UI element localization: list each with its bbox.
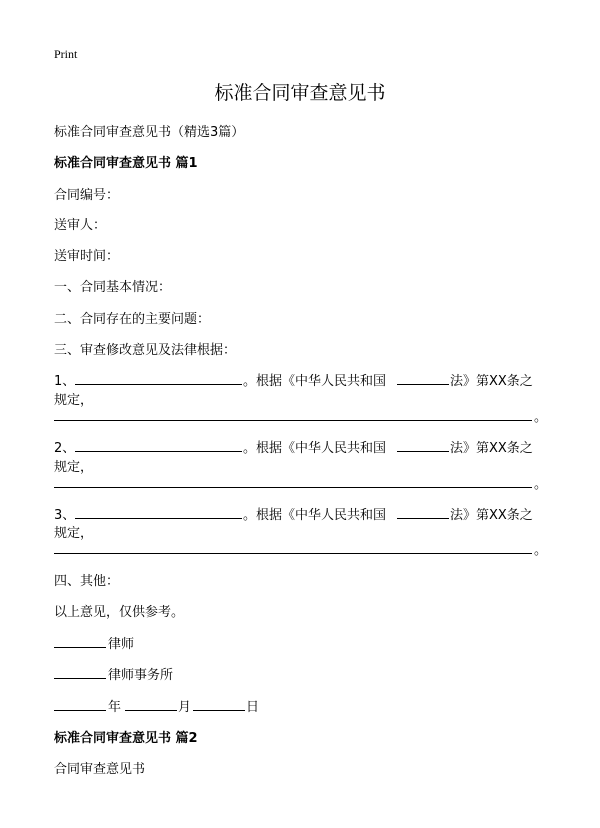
clause-3-basis: 。根据《中华人民共和国 (243, 508, 387, 523)
section1-heading: 标准合同审查意见书 篇1 (54, 156, 198, 171)
clause-3-blank (75, 518, 242, 519)
clause-3-fill-line (54, 553, 532, 554)
year-label: 年 (108, 700, 122, 715)
year-blank (54, 710, 106, 711)
clause-1-article: 法》第XX条之 (450, 374, 533, 389)
clause-2-blank (75, 451, 242, 452)
clause-3-law-blank (397, 518, 449, 519)
clause-2-basis: 。根据《中华人民共和国 (243, 441, 387, 456)
clause-2-number: 2、 (54, 441, 76, 456)
opinion-note: 以上意见，仅供参考。 (54, 605, 185, 620)
clause-1-blank (75, 384, 242, 385)
main-issues-heading: 二、合同存在的主要问题： (54, 312, 211, 327)
month-blank (125, 710, 177, 711)
revision-opinion-heading: 三、审查修改意见及法律根据： (54, 343, 237, 358)
section2-heading: 标准合同审查意见书 篇2 (54, 731, 198, 746)
clause-1-end: 。 (534, 410, 548, 425)
clause-1-number: 1、 (54, 374, 76, 389)
clause-2-law-blank (397, 451, 449, 452)
reviewer-label: 送审人： (54, 218, 107, 233)
month-label: 月 (178, 700, 192, 715)
clause-2-fill-line (54, 487, 532, 488)
lawyer-blank (54, 647, 106, 648)
law-firm-label: 律师事务所 (108, 668, 174, 683)
clause-1-basis: 。根据《中华人民共和国 (243, 374, 387, 389)
print-label[interactable]: Print (54, 47, 78, 61)
basic-info-heading: 一、合同基本情况： (54, 280, 172, 295)
clause-2-article: 法》第XX条之 (450, 441, 533, 456)
day-blank (193, 710, 245, 711)
clause-1-provision: 规定， (54, 393, 94, 408)
document-title: 标准合同审查意见书 (214, 82, 386, 104)
day-label: 日 (246, 700, 260, 715)
clause-3-number: 3、 (54, 508, 76, 523)
clause-1-law-blank (397, 384, 449, 385)
review-time-label: 送审时间： (54, 249, 120, 264)
clause-2-end: 。 (534, 477, 548, 492)
law-firm-blank (54, 678, 106, 679)
clause-3-end: 。 (534, 543, 548, 558)
lawyer-label: 律师 (108, 637, 135, 652)
other-heading: 四、其他： (54, 574, 120, 589)
clause-3-article: 法》第XX条之 (450, 508, 533, 523)
document-subtitle: 标准合同审查意见书（精选3篇） (54, 125, 245, 140)
clause-3-provision: 规定， (54, 526, 94, 541)
clause-1-fill-line (54, 420, 532, 421)
clause-2-provision: 规定， (54, 460, 94, 475)
section2-text: 合同审查意见书 (54, 762, 146, 777)
contract-number-label: 合同编号： (54, 188, 120, 203)
